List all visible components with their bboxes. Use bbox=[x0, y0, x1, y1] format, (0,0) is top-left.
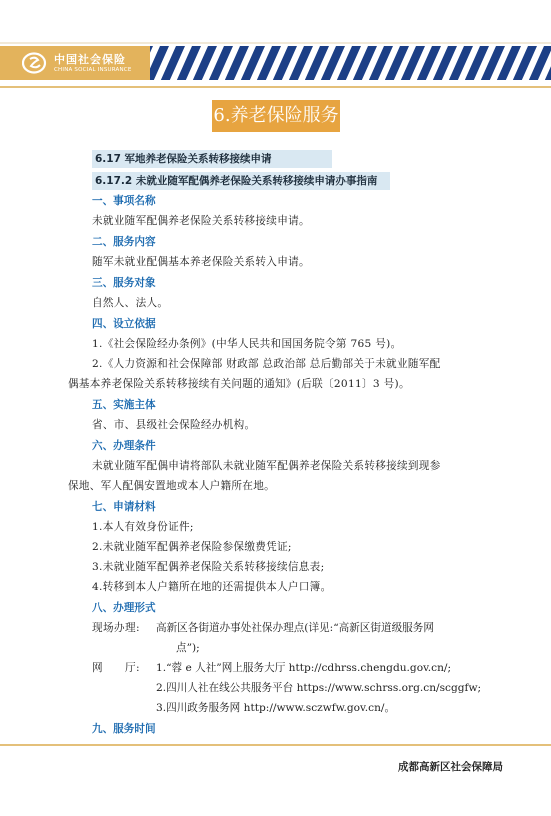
online-item: 1.“蓉 e 人社”网上服务大厅 http://cdhrss.chengdu.gov.cn/; bbox=[156, 662, 452, 674]
service-content-text: 随军未就业配偶基本养老保险关系转入申请。 bbox=[92, 256, 310, 268]
heading-implementing-body: 五、实施主体 bbox=[92, 399, 156, 411]
onsite-line-2: 点”); bbox=[176, 642, 200, 654]
conditions-line-1: 未就业随军配偶申请将部队未就业随军配偶养老保险关系转移接续到现参 bbox=[92, 460, 441, 472]
legal-basis-item-1: 1.《社会保险经办条例》(中华人民共和国国务院令第 765 号)。 bbox=[92, 338, 402, 350]
legal-basis-item-2-line-1: 2.《人力资源和社会保障部 财政部 总政治部 总后勤部关于未就业随军配 bbox=[92, 358, 441, 370]
online-label: 网 厅: bbox=[92, 662, 140, 674]
implementing-body-text: 省、市、县级社会保险经办机构。 bbox=[92, 419, 256, 431]
online-item: 2.四川人社在线公共服务平台 https://www.schrss.org.cn/scggfw; bbox=[156, 682, 482, 694]
onsite-row bbox=[92, 618, 502, 638]
onsite-line-1: 高新区各街道办事处社保办理点(详见:“高新区街道级服务网 bbox=[156, 622, 434, 634]
material-item: 4.转移到本人户籍所在地的还需提供本人户口簿。 bbox=[92, 581, 332, 593]
logo-english-text: CHINA SOCIAL INSURANCE bbox=[54, 66, 132, 73]
header-divider bbox=[0, 86, 551, 88]
online-row bbox=[92, 658, 502, 678]
heading-legal-basis: 四、设立依据 bbox=[92, 318, 156, 330]
section-heading-main: 6.17 军地养老保险关系转移接续申请 bbox=[92, 150, 332, 168]
heading-conditions: 六、办理条件 bbox=[92, 440, 156, 452]
item-name-text: 未就业随军配偶养老保险关系转移接续申请。 bbox=[92, 215, 310, 227]
heading-materials: 七、申请材料 bbox=[92, 501, 156, 513]
material-item: 2.未就业随军配偶养老保险参保缴费凭证; bbox=[92, 541, 292, 553]
page-header bbox=[0, 0, 551, 90]
chapter-title: 6.养老保险服务 bbox=[212, 100, 340, 132]
document-body bbox=[68, 150, 502, 739]
heading-service-time: 九、服务时间 bbox=[92, 723, 156, 735]
material-item: 3.未就业随军配偶养老保险关系转移接续信息表; bbox=[92, 561, 325, 573]
logo-chinese-text: 中国社会保险 bbox=[54, 52, 126, 66]
logo bbox=[22, 52, 132, 74]
heading-service-content: 二、服务内容 bbox=[92, 236, 156, 248]
conditions-line-2: 保地、军人配偶安置地或本人户籍所在地。 bbox=[68, 480, 275, 492]
onsite-label: 现场办理: bbox=[92, 622, 140, 634]
online-item: 3.四川政务服务网 http://www.sczwfw.gov.cn/。 bbox=[156, 702, 396, 714]
service-target-text: 自然人、法人。 bbox=[92, 297, 169, 309]
material-item: 1.本人有效身份证件; bbox=[92, 521, 194, 533]
section-heading-sub: 6.17.2 未就业随军配偶养老保险关系转移接续申请办事指南 bbox=[92, 172, 390, 190]
heading-item-name: 一、事项名称 bbox=[92, 195, 156, 207]
social-insurance-logo-icon bbox=[22, 52, 48, 74]
header-band bbox=[0, 42, 551, 44]
legal-basis-item-2-line-2: 偶基本养老保险关系转移接续有关问题的通知》(后联〔2011〕3 号)。 bbox=[68, 378, 410, 390]
heading-service-target: 三、服务对象 bbox=[92, 277, 156, 289]
footer-organization: 成都高新区社会保障局 bbox=[398, 761, 503, 773]
footer-divider bbox=[0, 744, 551, 746]
heading-handling-form: 八、办理形式 bbox=[92, 602, 156, 614]
